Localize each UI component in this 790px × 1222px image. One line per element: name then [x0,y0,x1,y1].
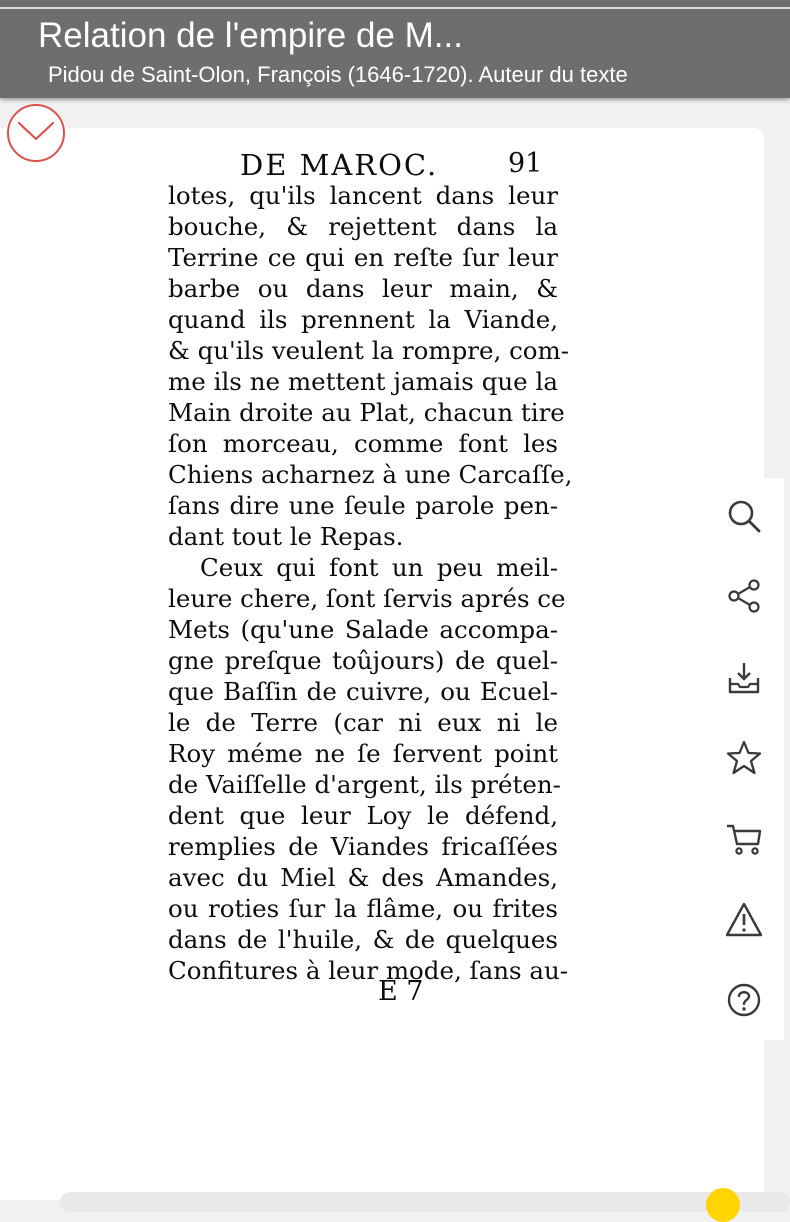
text-line: Roy méme ne ſe ſervent point [168,739,558,768]
warning-icon [724,900,764,945]
text-line: Main droite au Plat, chacun tire [168,398,565,427]
text-line: ſon morceau, comme font les [168,429,558,458]
text-line: le de Terre (car ni eux ni le [168,708,558,737]
text-line: Mets (qu'une Salade accompa- [168,615,558,644]
text-line: Terrine ce qui en reſte ſur leur [168,243,558,272]
cart-icon [724,818,764,863]
help-button[interactable] [718,976,770,1028]
running-head: DE MAROC. [240,148,439,182]
share-button[interactable] [718,572,770,624]
search-button[interactable] [718,492,770,544]
text-line: ſans dire une ſeule parole pen- [168,491,558,520]
report-button[interactable] [718,896,770,948]
text-line: de Vaiſſelle d'argent, ils préten- [168,770,561,799]
text-line: leure chere, ſont ſervis aprés ce [168,584,566,613]
page-number: 91 [508,148,543,179]
star-icon [724,738,764,783]
page-text [168,180,573,986]
scanned-page [150,140,590,1020]
text-line: bouche, & rejettent dans la [168,212,558,241]
text-line: avec du Miel & des Amandes, [168,863,558,892]
favorite-button[interactable] [718,734,770,786]
download-icon [724,658,764,703]
text-line: lotes, qu'ils lancent dans leur [168,181,558,210]
bottom-bar [60,1192,790,1212]
chevron-down-icon [16,120,56,147]
text-line: dant tout le Repas. [168,522,404,551]
text-line: dans de l'huile, & de quelques [168,925,558,954]
text-line: remplies de Viandes fricaſſées [168,832,558,861]
text-line: Chiens acharnez à une Carcaſſe, [168,460,573,489]
help-icon [724,980,764,1025]
text-line: & qu'ils veulent la rompre, com- [168,336,570,365]
share-icon [724,576,764,621]
text-line: ou roties ſur la flâme, ou frites [168,894,558,923]
download-button[interactable] [718,654,770,706]
text-line: dent que leur Loy le défend, [168,801,558,830]
text-line: Ceux qui font un peu meil- [200,553,558,582]
side-toolbar [704,478,784,1040]
signature-mark: E 7 [378,976,424,1007]
text-line: que Baſſin de cuivre, ou Ecuel- [168,677,558,706]
text-line: gne preſque toûjours) de quel- [168,646,558,675]
floating-action-button[interactable] [706,1188,740,1222]
text-line: barbe ou dans leur main, & [168,274,558,303]
top-divider [0,7,790,9]
search-icon [724,496,764,541]
top-bar [0,0,790,98]
text-line: me ils ne mettent jamais que la [168,367,558,396]
collapse-button[interactable] [7,104,65,162]
document-author[interactable]: Pidou de Saint-Olon, François (1646-1720). Auteur du texte [48,62,628,87]
text-line: quand ils prennent la Viande, [168,305,558,334]
document-title[interactable]: Relation de l'empire de M... [38,16,463,55]
cart-button[interactable] [718,814,770,866]
text-line: Confitures à leur mode, ſans au- [168,956,569,985]
